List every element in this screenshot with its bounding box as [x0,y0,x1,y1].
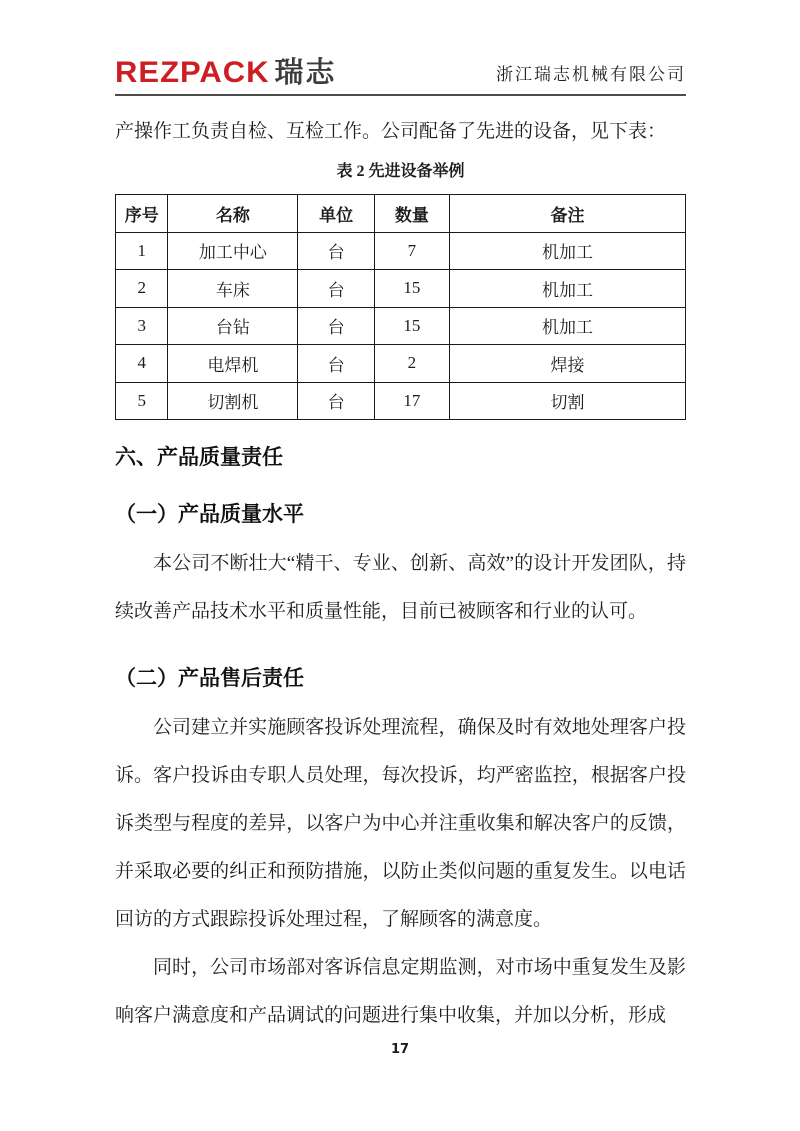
table-row [116,307,686,345]
table-cell: 机加工 [450,307,686,345]
table-row [116,345,686,383]
paragraph-quality-level: 本公司不断壮大“精干、专业、创新、高效”的设计开发团队，持续改善产品技术水平和质量性能，目前已被顾客和行业的认可。 [115,553,686,622]
table-header-cell: 序号 [116,195,168,233]
subsection-heading-after-sales: （二）产品售后责任 [115,667,304,690]
table-cell: 台 [298,382,374,420]
table-cell: 台 [298,307,374,345]
table-cell: 台钻 [168,307,298,345]
table-row [116,270,686,308]
table-cell: 7 [374,232,449,270]
table-header-cell: 数量 [374,195,449,233]
rezpack-logo-cn-suffix: 瑞志 [274,57,337,89]
subsection-heading-quality-level: （一）产品质量水平 [115,503,304,526]
company-name: 浙江瑞志机械有限公司 [496,65,686,84]
table-cell: 17 [374,382,449,420]
table-cell: 3 [116,307,168,345]
table-row [116,382,686,420]
table-header-cell: 名称 [168,195,298,233]
table-header-cell: 备注 [450,195,686,233]
paragraph-after-sales-1: 公司建立并实施顾客投诉处理流程，确保及时有效地处理客户投诉。客户投诉由专职人员处理，每次投诉，均严密监控，根据客户投诉类型与程度的差异，以客户为中心并注重收集和解决客户的反馈，并采取必要的纠正和预防措施，以防止类似问题的重复发生。以电话回访的方式跟踪投诉处理过程，了解顾客的满意度。 [115,717,686,930]
table-cell: 电焊机 [168,345,298,383]
table-cell: 15 [374,270,449,308]
intro-paragraph: 产操作工负责自检、互检工作。公司配备了先进的设备，见下表： [115,121,667,142]
page-number: 17 [390,1042,410,1057]
table-cell: 2 [116,270,168,308]
page-header [115,0,686,96]
section-heading-quality-responsibility: 六、产品质量责任 [115,446,283,469]
table-cell: 台 [298,232,374,270]
table-cell: 2 [374,345,449,383]
rezpack-logo [115,56,337,88]
table-cell: 加工中心 [168,232,298,270]
table-cell: 15 [374,307,449,345]
table-cell: 机加工 [450,232,686,270]
table-cell: 切割 [450,382,686,420]
table-cell: 5 [116,382,168,420]
table-cell: 切割机 [168,382,298,420]
table-caption: 表 2 先进设备举例 [336,163,465,180]
table-cell: 台 [298,270,374,308]
table-cell: 4 [116,345,168,383]
table-cell: 焊接 [450,345,686,383]
table-header-row [116,195,686,233]
equipment-table [115,194,686,420]
table-cell: 台 [298,345,374,383]
table-row [116,232,686,270]
table-header-cell: 单位 [298,195,374,233]
paragraph-after-sales-2: 同时，公司市场部对客诉信息定期监测，对市场中重复发生及影响客户满意度和产品调试的问题进行集中收集，并加以分析，形成 [115,957,686,1026]
rezpack-logo-wordmark: REZPACK [115,55,270,89]
table-cell: 机加工 [450,270,686,308]
table-cell: 1 [116,232,168,270]
table-cell: 车床 [168,270,298,308]
